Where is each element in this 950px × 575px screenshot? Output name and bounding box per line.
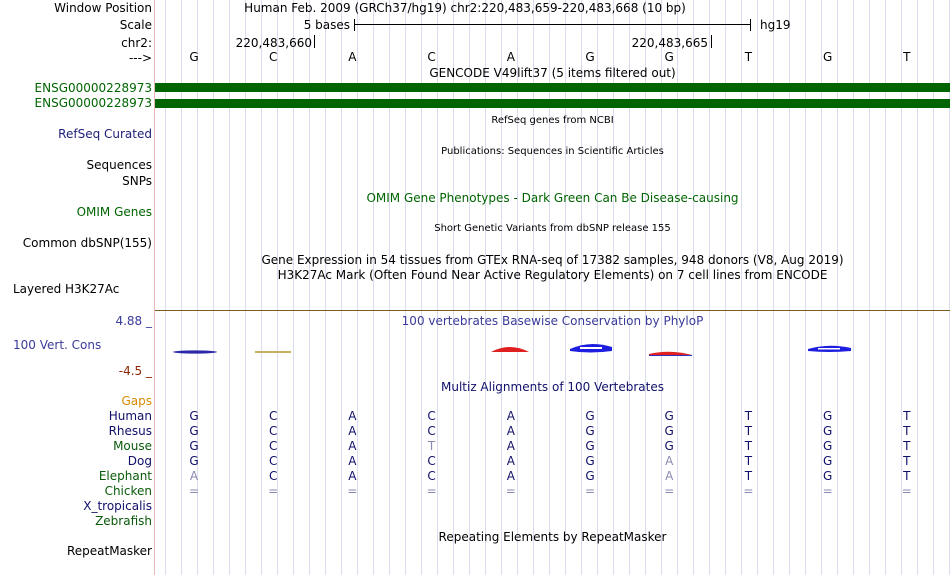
- cons-logo-c2: [255, 351, 291, 353]
- alignment-base: T: [744, 439, 753, 453]
- cons-min-label: -4.5 _: [118, 364, 152, 378]
- alignment-base: C: [268, 454, 278, 468]
- scale-bar: [354, 24, 751, 25]
- h3k27ac-baseline: [155, 310, 950, 311]
- chrom-label: chr2:: [121, 36, 152, 50]
- gaps-label[interactable]: Gaps: [121, 394, 152, 408]
- cons-label[interactable]: 100 Vert. Cons: [13, 338, 102, 352]
- cons-logo-a5: [491, 347, 529, 352]
- strand-label: --->: [128, 51, 152, 65]
- species-label[interactable]: Elephant: [98, 469, 152, 483]
- dbsnp-title[interactable]: Short Genetic Variants from dbSNP release 155: [434, 223, 671, 234]
- omim-label[interactable]: OMIM Genes: [76, 205, 152, 219]
- alignment-base: A: [506, 424, 515, 438]
- scale-bar-tick-left: [354, 19, 355, 31]
- alignment-base: =: [268, 484, 279, 498]
- multiz-title[interactable]: Multiz Alignments of 100 Vertebrates: [440, 380, 665, 394]
- publications-title[interactable]: Publications: Sequences in Scientific Articles: [441, 146, 664, 157]
- scale-bar-tick-right: [750, 19, 751, 31]
- cons-logo-g7-blue: [649, 355, 692, 356]
- alignment-base: A: [665, 469, 674, 483]
- refseq-title[interactable]: RefSeq genes from NCBI: [491, 115, 614, 126]
- alignment-base: T: [903, 469, 911, 483]
- species-label[interactable]: Zebrafish: [95, 514, 152, 528]
- alignment-base: T: [903, 454, 911, 468]
- alignment-base: G: [664, 424, 674, 438]
- alignment-base: C: [427, 454, 436, 468]
- reference-base: C: [427, 50, 436, 64]
- coord-1-tick: [314, 35, 315, 48]
- alignment-base: A: [506, 439, 515, 453]
- cons-logo-g1: [173, 350, 217, 353]
- alignment-base: G: [585, 409, 595, 423]
- alignment-base: C: [268, 409, 278, 423]
- conservation-logo[interactable]: [155, 338, 950, 362]
- cons-logo-g9-inner: [818, 348, 840, 350]
- alignment-base: T: [744, 409, 753, 423]
- alignment-base: A: [506, 454, 515, 468]
- scale-db: hg19: [760, 18, 791, 32]
- alignment-base: A: [665, 454, 674, 468]
- gencode-item-1-label[interactable]: ENSG00000228973: [34, 81, 152, 95]
- alignment-base: G: [189, 424, 199, 438]
- alignment-base: =: [426, 484, 437, 498]
- alignment-base: G: [585, 439, 595, 453]
- scale-label: Scale: [119, 18, 152, 32]
- gencode-item-1-bar[interactable]: [155, 83, 950, 92]
- alignment-base: G: [664, 409, 674, 423]
- reference-base: T: [744, 50, 753, 64]
- alignment-base: G: [585, 424, 595, 438]
- alignment-base: G: [189, 409, 199, 423]
- alignment-base: A: [348, 424, 357, 438]
- reference-base: G: [585, 50, 595, 64]
- alignment-base: G: [822, 439, 833, 453]
- reference-base: C: [268, 50, 278, 64]
- repeatmasker-title[interactable]: Repeating Elements by RepeatMasker: [438, 530, 667, 544]
- alignment-base: G: [189, 439, 199, 453]
- gencode-title[interactable]: GENCODE V49lift37 (5 items filtered out): [429, 66, 676, 80]
- sequences-label[interactable]: Sequences: [86, 158, 152, 172]
- alignment-base: T: [903, 409, 911, 423]
- species-label[interactable]: Chicken: [104, 484, 152, 498]
- alignment-base: G: [189, 454, 199, 468]
- dbsnp-label[interactable]: Common dbSNP(155): [22, 236, 152, 250]
- alignment-base: C: [268, 424, 278, 438]
- alignment-base: A: [189, 469, 199, 483]
- species-label[interactable]: Human: [108, 409, 152, 423]
- alignment-base: =: [743, 484, 754, 498]
- alignment-base: T: [744, 469, 753, 483]
- alignment-base: T: [903, 439, 911, 453]
- alignment-base: A: [348, 454, 357, 468]
- alignment-base: =: [584, 484, 596, 498]
- species-label[interactable]: Mouse: [113, 439, 152, 453]
- alignment-base: A: [348, 439, 357, 453]
- alignment-base: T: [427, 439, 436, 453]
- species-label[interactable]: Rhesus: [108, 424, 152, 438]
- snps-label[interactable]: SNPs: [122, 174, 152, 188]
- alignment-base: C: [268, 439, 278, 453]
- gtex-title[interactable]: Gene Expression in 54 tissues from GTEx RNA-seq of 17382 samples, 948 donors (V8, Aug 2019): [261, 253, 844, 267]
- alignment-base: C: [427, 469, 436, 483]
- alignment-base: A: [506, 409, 515, 423]
- alignment-base: G: [822, 469, 833, 483]
- reference-base: G: [822, 50, 833, 64]
- gencode-item-2-label[interactable]: ENSG00000228973: [34, 96, 152, 110]
- window-position-value: Human Feb. 2009 (GRCh37/hg19) chr2:220,483,659-220,483,668 (10 bp): [244, 1, 686, 15]
- alignment-base: A: [348, 469, 357, 483]
- alignment-base: =: [347, 484, 358, 498]
- h3k27ac-title[interactable]: H3K27Ac Mark (Often Found Near Active Regulatory Elements) on 7 cell lines from ENCODE: [277, 268, 828, 282]
- alignment-base: G: [822, 454, 833, 468]
- alignment-base: C: [268, 469, 278, 483]
- coord-2-tick: [711, 35, 712, 48]
- cons-title[interactable]: 100 vertebrates Basewise Conservation by PhyloP: [401, 314, 704, 328]
- alignment-base: A: [348, 409, 357, 423]
- h3k27ac-label[interactable]: Layered H3K27Ac: [13, 282, 120, 296]
- alignment-base: G: [585, 469, 595, 483]
- reference-base: A: [506, 50, 515, 64]
- scale-value: 5 bases: [303, 18, 350, 32]
- species-label[interactable]: Dog: [127, 454, 152, 468]
- cons-max-label: 4.88 _: [115, 314, 152, 328]
- alignment-base: G: [822, 424, 833, 438]
- alignment-base: G: [664, 439, 674, 453]
- window-position-label: Window Position: [54, 1, 152, 15]
- reference-base: A: [348, 50, 357, 64]
- coord-1: 220,483,660: [235, 36, 312, 50]
- coord-2: 220,483,665: [631, 36, 708, 50]
- alignment-base: =: [505, 484, 516, 498]
- alignment-base: =: [822, 484, 833, 498]
- reference-base: G: [189, 50, 199, 64]
- gencode-item-2-bar[interactable]: [155, 99, 950, 108]
- reference-base: G: [664, 50, 674, 64]
- species-label[interactable]: X_tropicalis: [83, 499, 152, 513]
- alignment-base: G: [822, 409, 833, 423]
- alignment-base: G: [585, 454, 595, 468]
- alignment-base: =: [901, 484, 912, 498]
- omim-title[interactable]: OMIM Gene Phenotypes - Dark Green Can Be Disease-causing: [366, 191, 739, 205]
- alignment-base: T: [744, 454, 753, 468]
- alignment-base: =: [188, 484, 200, 498]
- alignment-base: =: [664, 484, 675, 498]
- refseq-label[interactable]: RefSeq Curated: [58, 127, 152, 141]
- cons-logo-g6-inner: [580, 347, 602, 349]
- alignment-base: C: [427, 409, 436, 423]
- alignment-base: C: [427, 424, 436, 438]
- reference-base: T: [903, 50, 911, 64]
- alignment-base: A: [506, 469, 515, 483]
- repeatmasker-label[interactable]: RepeatMasker: [66, 544, 152, 558]
- alignment-base: T: [903, 424, 911, 438]
- alignment-base: T: [744, 424, 753, 438]
